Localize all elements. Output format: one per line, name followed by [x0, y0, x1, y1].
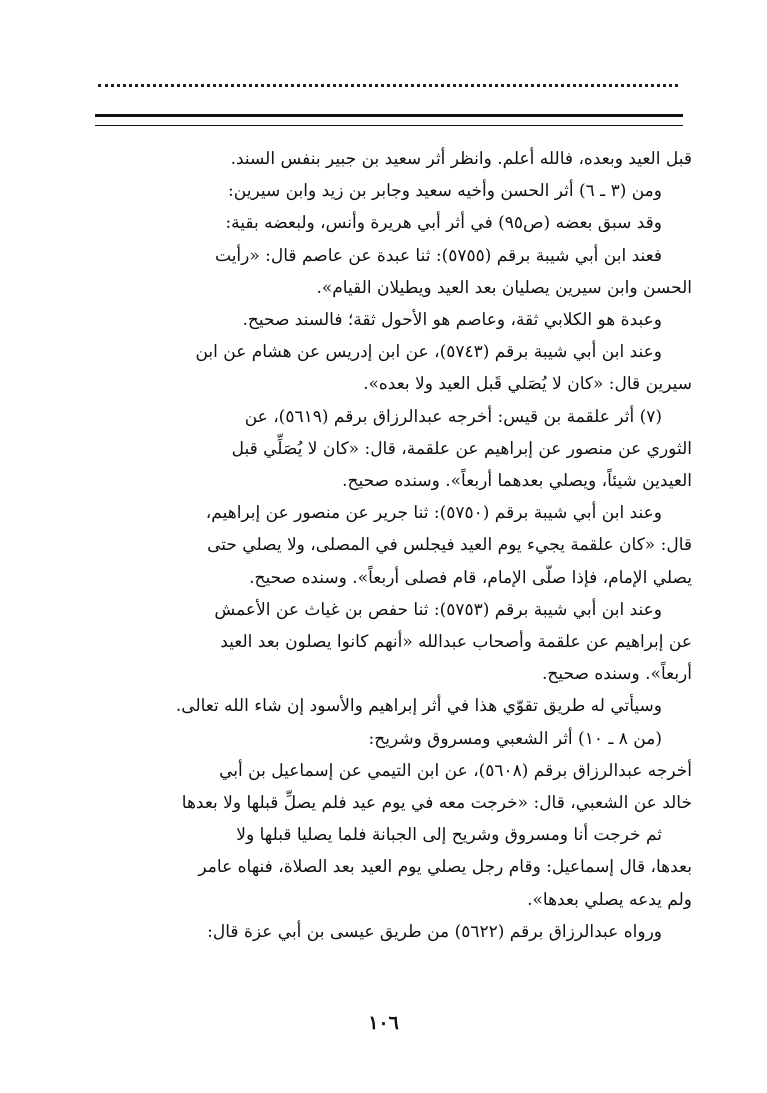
- text-line: ورواه عبدالرزاق برقم (٥٦٢٢) من طريق عيسى بن أبي عزة قال:: [207, 921, 662, 942]
- text-line: الثوري عن منصور عن إبراهيم عن علقمة، قال: «كان لا يُصَلِّي قبل: [231, 438, 692, 459]
- text-line: قال: «كان علقمة يجيء يوم العيد فيجلس في المصلى، ولا يصلي حتى: [207, 535, 692, 556]
- header-rule-thick: [95, 114, 683, 117]
- text-line: (٧) أثر علقمة بن قيس: أخرجه عبدالرزاق برقم (٥٦١٩)، عن: [244, 406, 662, 427]
- text-line: وعند ابن أبي شيبة برقم (٥٧٤٣)، عن ابن إدريس عن هشام عن ابن: [195, 342, 662, 363]
- text-line: ومن (٣ ـ ٦) أثر الحسن وأخيه سعيد وجابر بن زيد وابن سيرين:: [228, 181, 662, 202]
- text-line: (من ٨ ـ ١٠) أثر الشعبي ومسروق وشريح:: [368, 728, 662, 749]
- text-line: وعند ابن أبي شيبة برقم (٥٧٥٠): ثنا جرير عن منصور عن إبراهيم،: [205, 503, 662, 524]
- text-line: أربعاً». وسنده صحيح.: [542, 664, 692, 685]
- page-number: ١٠٦: [368, 1012, 399, 1034]
- text-line: يصلي الإمام، فإذا صلّى الإمام، قام فصلى أربعاً». وسنده صحيح.: [249, 567, 692, 588]
- text-line: أخرجه عبدالرزاق برقم (٥٦٠٨)، عن ابن التيمي عن إسماعيل بن أبي: [219, 760, 692, 781]
- text-line: عن إبراهيم عن علقمة وأصحاب عبدالله «أنهم كانوا يصلون بعد العيد: [220, 632, 692, 653]
- text-line: وقد سبق بعضه (ص٩٥) في أثر أبي هريرة وأنس، ولبعضه بقية:: [225, 213, 662, 234]
- body-text: [92, 143, 692, 948]
- text-line: ولم يدعه يصلي بعدها».: [527, 889, 692, 910]
- text-line: وعند ابن أبي شيبة برقم (٥٧٥٣): ثنا حفص بن غياث عن الأعمش: [214, 599, 662, 620]
- text-line: سيرين قال: «كان لا يُصَلي قَبل العيد ولا بعده».: [363, 374, 692, 395]
- dotted-header-rule: [98, 84, 678, 95]
- text-line: فعند ابن أبي شيبة برقم (٥٧٥٥): ثنا عبدة عن عاصم قال: «رأيت: [215, 245, 662, 266]
- text-line: ثم خرجت أنا ومسروق وشريح إلى الجبانة فلما يصليا قبلها ولا: [236, 825, 662, 846]
- text-line: قبل العيد وبعده، فالله أعلم. وانظر أثر سعيد بن جبير بنفس السند.: [230, 149, 692, 169]
- text-line: بعدها، قال إسماعيل: وقام رجل يصلي يوم العيد بعد الصلاة، فنهاه عامر: [198, 857, 692, 878]
- text-line: وعبدة هو الكلابي ثقة، وعاصم هو الأحول ثقة؛ فالسند صحيح.: [242, 310, 662, 331]
- header-rule-thin: [95, 125, 683, 126]
- text-line: خالد عن الشعبي، قال: «خرجت معه في يوم عيد فلم يصلِّ قبلها ولا بعدها: [181, 793, 692, 814]
- text-line: وسيأتي له طريق تقوّي هذا في أثر إبراهيم والأسود إن شاء الله تعالى.: [175, 696, 662, 717]
- text-line: الحسن وابن سيرين يصليان بعد العيد ويطيلان القيام».: [316, 277, 692, 298]
- text-line: العيدين شيئاً، ويصلي بعدهما أربعاً». وسنده صحيح.: [342, 471, 692, 492]
